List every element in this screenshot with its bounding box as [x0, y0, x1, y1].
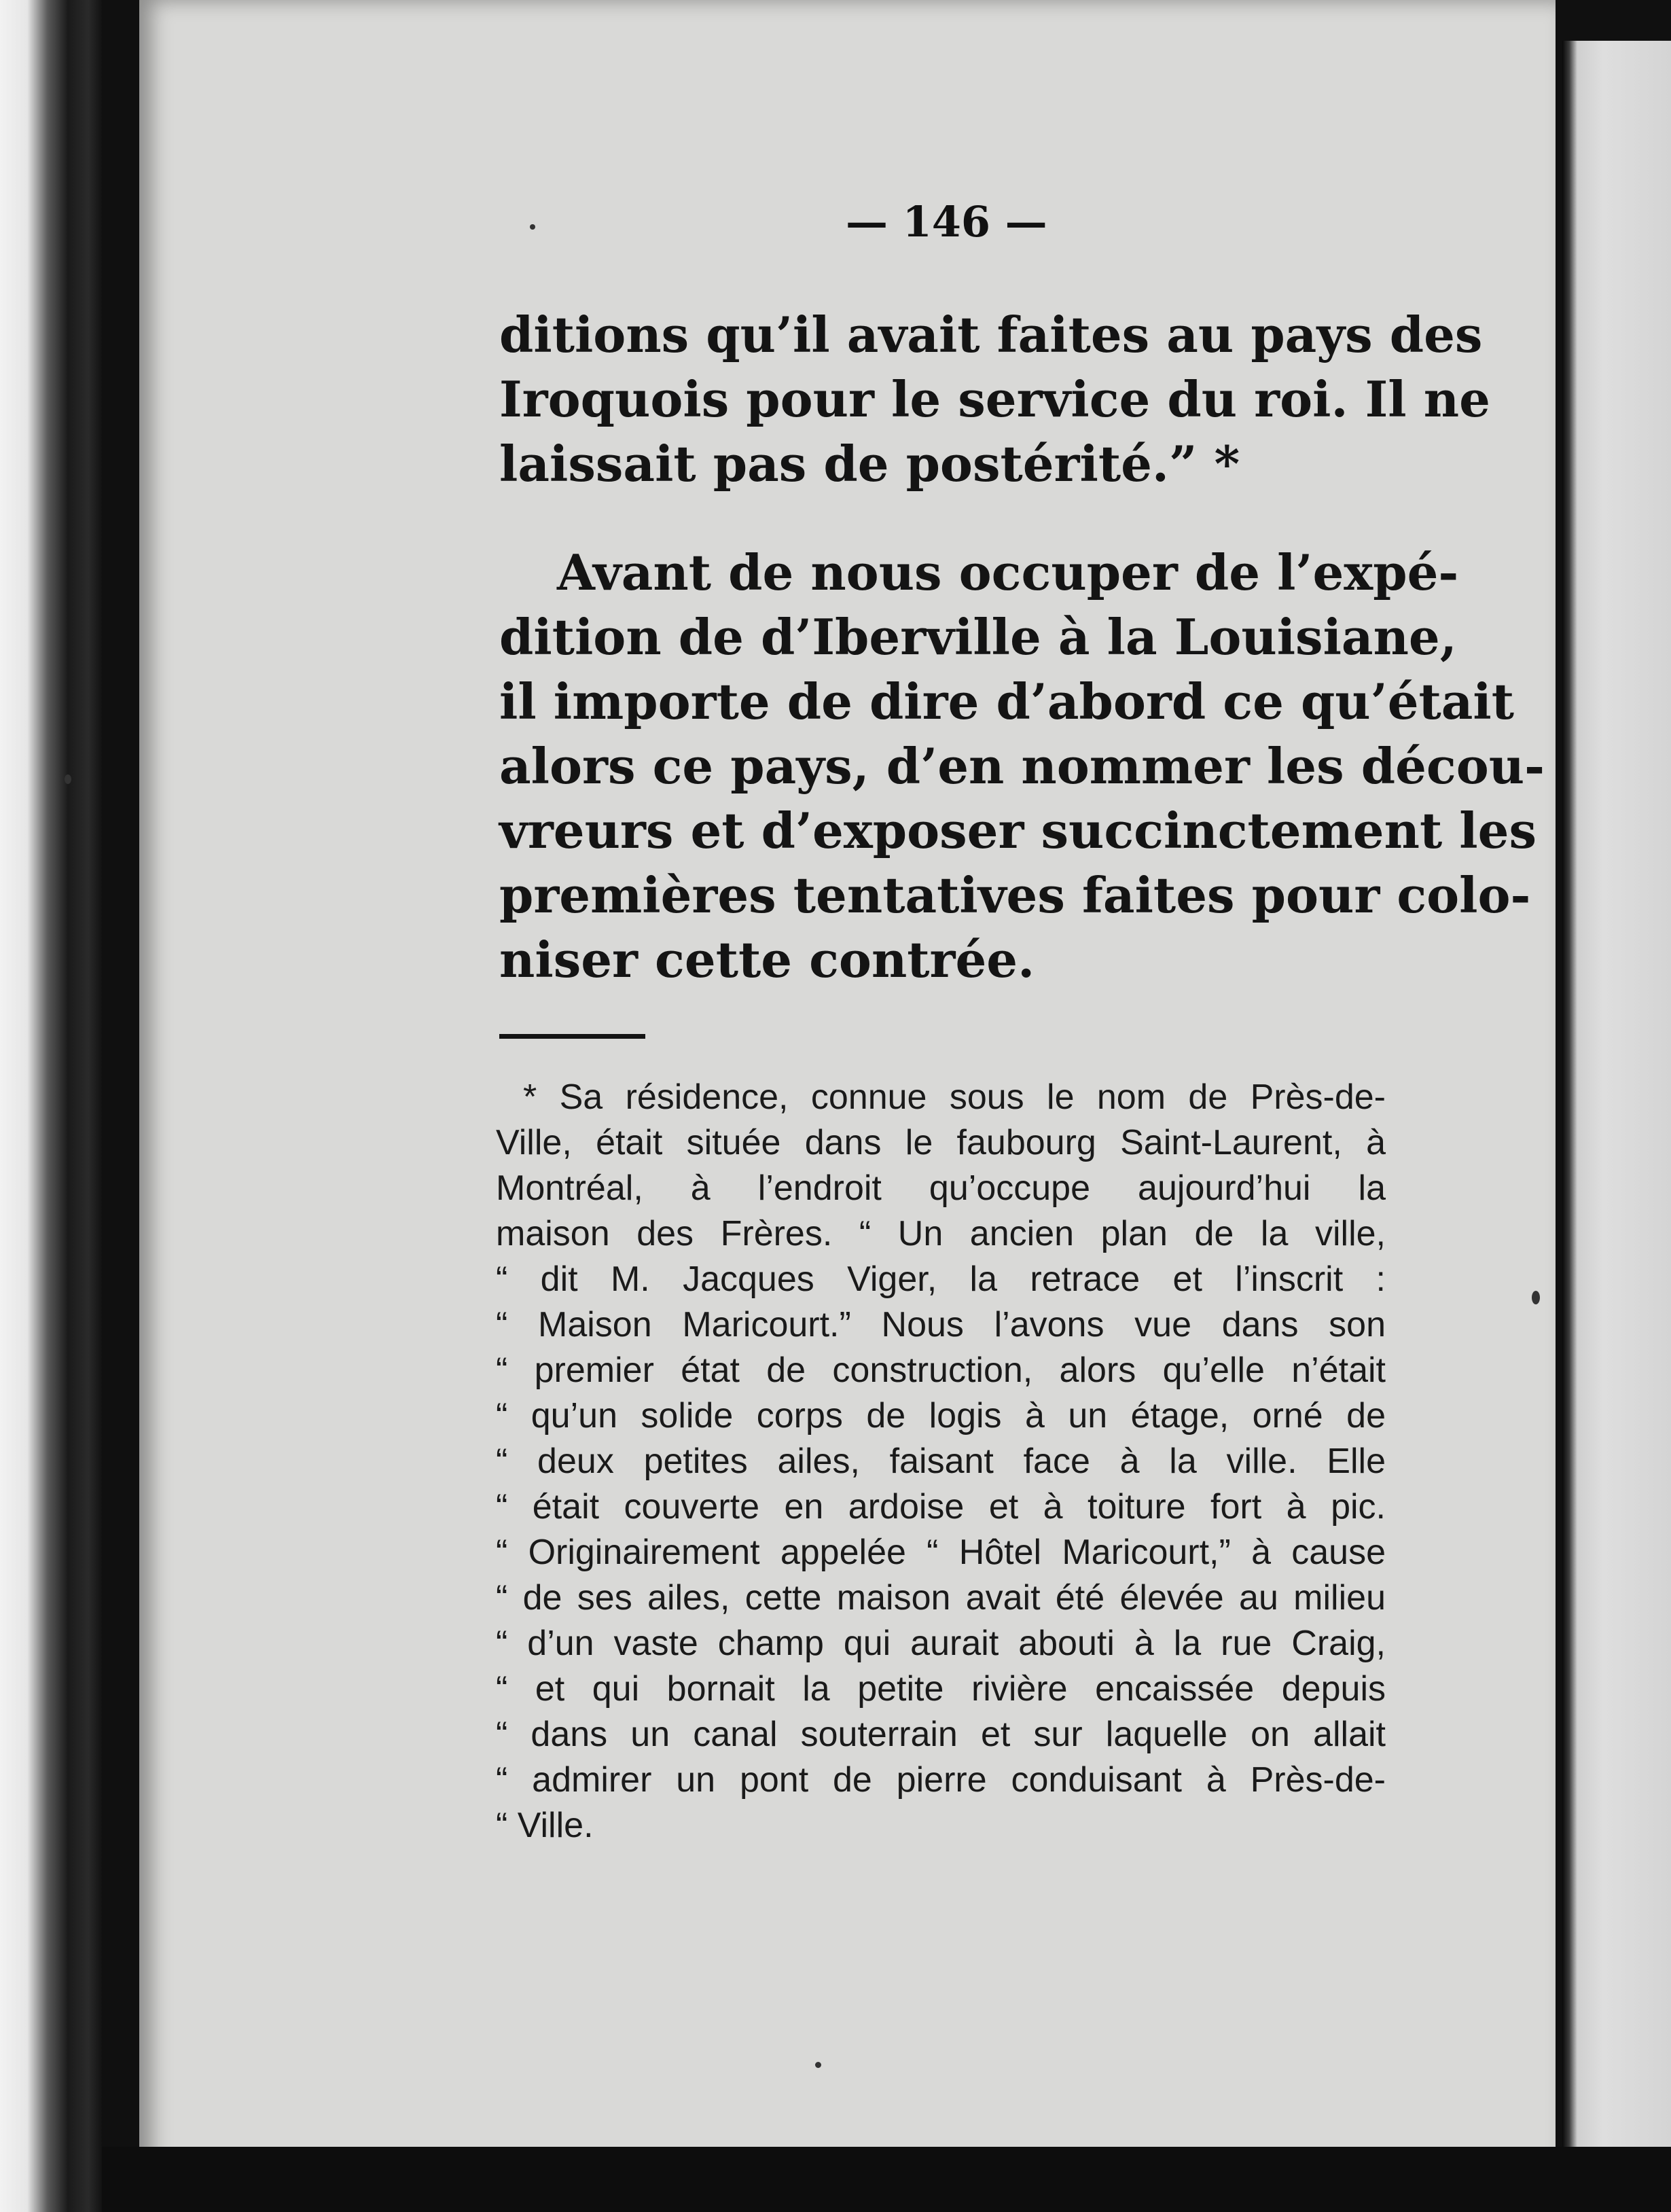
footnote-line: “ de ses ailes, cette maison avait été élevée au milieu — [496, 1578, 1386, 1618]
body-line: vreurs et d’exposer succinctement les — [499, 802, 1537, 859]
body-line: laissait pas de postérité.” * — [499, 435, 1240, 493]
footnote-separator — [499, 1034, 645, 1039]
footnote-line: “ était couverte en ardoise et à toiture fort à pic. — [496, 1487, 1386, 1527]
facing-page-edge — [1562, 41, 1671, 2212]
footnote-line: “ Originairement appelée “ Hôtel Maricourt,” à cause — [496, 1533, 1386, 1572]
footnote-line: “ dit M. Jacques Viger, la retrace et l’inscrit : — [496, 1260, 1386, 1299]
body-line: il importe de dire d’abord ce qu’était — [499, 673, 1515, 730]
footnote-line: * Sa résidence, connue sous le nom de Près-de- — [523, 1077, 1386, 1117]
footnote-line: “ premier état de construction, alors qu’elle n’était — [496, 1351, 1386, 1390]
book-spine — [0, 0, 102, 2212]
body-line: ditions qu’il avait faites au pays des — [499, 306, 1483, 363]
scan-speck — [1532, 1291, 1540, 1304]
footnote-line: “ et qui bornait la petite rivière encaissée depuis — [496, 1669, 1386, 1709]
footnote-line: Ville, était située dans le faubourg Saint-Laurent, à — [496, 1123, 1386, 1162]
footnote-line: “ dans un canal souterrain et sur laquelle on allait — [496, 1715, 1386, 1754]
footnote-line: maison des Frères. “ Un ancien plan de la ville, — [496, 1214, 1386, 1253]
footnote-line: “ deux petites ailes, faisant face à la ville. Elle — [496, 1442, 1386, 1481]
footnote-line: “ d’un vaste champ qui aurait abouti à la rue Craig, — [496, 1624, 1386, 1663]
footnote-line: Montréal, à l’endroit qu’occupe aujourd’hui la — [496, 1169, 1386, 1208]
footnote-line: “ admirer un pont de pierre conduisant à Près-de- — [496, 1760, 1386, 1800]
footnote-line: “ Maison Maricourt.” Nous l’avons vue dans son — [496, 1305, 1386, 1344]
scan-speck — [530, 224, 535, 230]
body-line: Iroquois pour le service du roi. Il ne — [499, 370, 1490, 428]
scan-speck — [65, 774, 71, 784]
body-line: premières tentatives faites pour colo- — [499, 866, 1531, 924]
bottom-border — [102, 2147, 1671, 2212]
page-number: — 146 — — [846, 197, 1047, 247]
body-line: niser cette contrée. — [499, 931, 1035, 988]
body-line-indented: Avant de nous occuper de l’expé- — [557, 543, 1459, 601]
footnote-line: “ qu’un solide corps de logis à un étage, orné de — [496, 1396, 1386, 1435]
footnote-line: “ Ville. — [496, 1806, 594, 1845]
body-line: dition de d’Iberville à la Louisiane, — [499, 608, 1457, 666]
body-line: alors ce pays, d’en nommer les décou- — [499, 737, 1545, 795]
scan-speck — [815, 2062, 821, 2068]
